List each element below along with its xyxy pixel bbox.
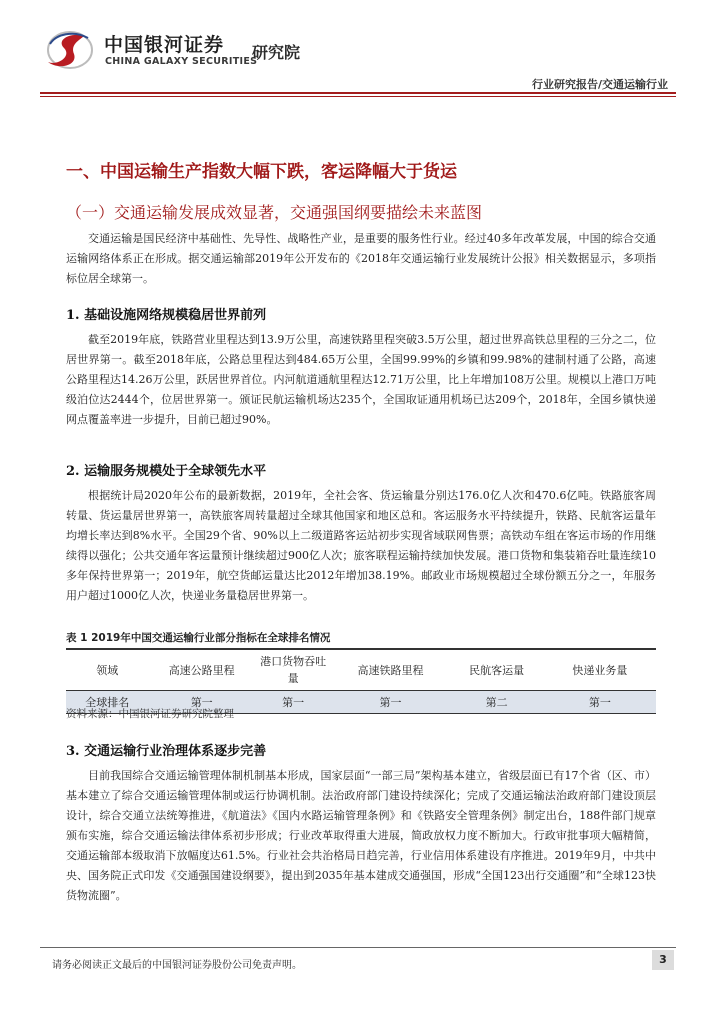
page-number: 3 bbox=[652, 950, 674, 970]
brand-subtitle: 研究院 bbox=[252, 43, 301, 62]
brand-name-en: CHINA GALAXY SECURITIES bbox=[105, 56, 258, 67]
point1-paragraph: 截至2019年底，铁路营业里程达到13.9万公里，高速铁路里程突破3.5万公里，超过世界高铁总里程的三分之二，位居世界第一。截至2018年底，公路总里程达到484.65万公里，全国99.99%的乡镇和99.98%的建制村通了公路，高速公路里程达14.26万公里，跃居世界首位。内河航道通航里程达12.71万公里，比上年增加108万公里。规模以上港口万吨级泊位达2444个，位居世界第一。颁证民航运输机场达235个，全国取证通用机场已达209个，2018年，全国乡镇快递网点覆盖率进一步提升，目前已超过90%。 bbox=[66, 333, 656, 426]
intro-paragraph: 交通运输是国民经济中基础性、先导性、战略性产业，是重要的服务性行业。经过40多年改革发展，中国的综合交通运输网络体系正在形成。据交通运输部2019年公开发布的《2018年交通运输行业发展统计公报》相关数据显示，多项指标位居全球第一。 bbox=[66, 232, 656, 285]
table-header-cell: 民航客运量 bbox=[449, 649, 543, 691]
galaxy-logo-icon bbox=[44, 26, 102, 74]
table-header-cell: 领域 bbox=[66, 649, 149, 691]
footer-divider bbox=[40, 947, 676, 948]
table-header-cell: 港口货物吞吐量 bbox=[255, 649, 332, 691]
table-cell: 第一 bbox=[149, 691, 255, 714]
table-cell: 第一 bbox=[255, 691, 332, 714]
point2-heading: 2. 运输服务规模处于全球领先水平 bbox=[66, 464, 267, 479]
ranking-table bbox=[66, 648, 656, 714]
table-header-cell: 高速公路里程 bbox=[149, 649, 255, 691]
header-divider-thin bbox=[40, 96, 676, 97]
table-header-cell: 快递业务量 bbox=[544, 649, 656, 691]
point3-heading: 3. 交通运输行业治理体系逐步完善 bbox=[66, 744, 267, 759]
table-cell: 第二 bbox=[449, 691, 543, 714]
section-title: 一、中国运输生产指数大幅下跌，客运降幅大于货运 bbox=[66, 162, 457, 182]
point2-paragraph: 根据统计局2020年公布的最新数据，2019年，全社会客、货运输量分别达176.0亿人次和470.6亿吨。铁路旅客周转量、货运量居世界第一，高铁旅客周转量超过全球其他国家和地区总和。客运服务水平持续提升，铁路、民航客运量年均增长率达到8%水平。全国29个省、90%以上二级道路客运站初步实现省域联网售票；高铁动车组在客运市场的作用继续得以强化；公共交通年客运量预计继续超过900亿人次；旅客联程运输持续加快发展。港口货物和集装箱吞吐量连续10多年保持世界第一；2019年，航空货邮运量达比2012年增加38.19%。邮政业市场规模超过全球份额五分之一，年服务用户超过1000亿人次，快递业务量稳居世界第一。 bbox=[66, 489, 656, 602]
table-header-cell: 高速铁路里程 bbox=[331, 649, 449, 691]
table-header-row bbox=[66, 649, 656, 691]
report-tag: 行业研究报告/交通运输行业 bbox=[531, 78, 668, 91]
table-cell: 全球排名 bbox=[66, 691, 149, 714]
table-source: 资料来源：中国银河证券研究院整理 bbox=[66, 708, 234, 720]
table-cell: 第一 bbox=[331, 691, 449, 714]
point3-paragraph: 目前我国综合交通运输管理体制机制基本形成，国家层面“一部三局”架构基本建立，省级层面已有17个省（区、市）基本建立了综合交通运输管理体制或运行协调机制。法治政府部门建设持续深化；完成了交通运输法治政府部门建设顶层设计，综合交通立法统筹推进，《航道法》《国内水路运输管理条例》和《铁路安全管理条例》制定出台，188件部门规章颁布实施，综合交通运输法律体系初步形成；行业改革取得重大进展，简政放权力度不断加大。行政审批事项大幅精简，交通运输部本级取消下放幅度达61.5%。行业社会共治格局日趋完善，行业信用体系建设有序推进。2019年9月，中共中央、国务院正式印发《交通强国建设纲要》，提出到2035年基本建成交通强国，形成“全国123出行交通圈”和“全球123快货物流圈”。 bbox=[66, 769, 656, 902]
subsection-title: （一）交通运输发展成效显著，交通强国纲要描绘未来蓝图 bbox=[66, 203, 483, 222]
brand-name-cn: 中国银河证券 bbox=[104, 34, 225, 56]
point1-heading: 1. 基础设施网络规模稳居世界前列 bbox=[66, 308, 267, 323]
table-title: 表 1 2019年中国交通运输行业部分指标在全球排名情况 bbox=[66, 632, 331, 644]
table-cell: 第一 bbox=[544, 691, 656, 714]
header-divider bbox=[40, 92, 676, 94]
disclaimer-note: 请务必阅读正文最后的中国银河证券股份公司免责声明。 bbox=[52, 960, 302, 971]
